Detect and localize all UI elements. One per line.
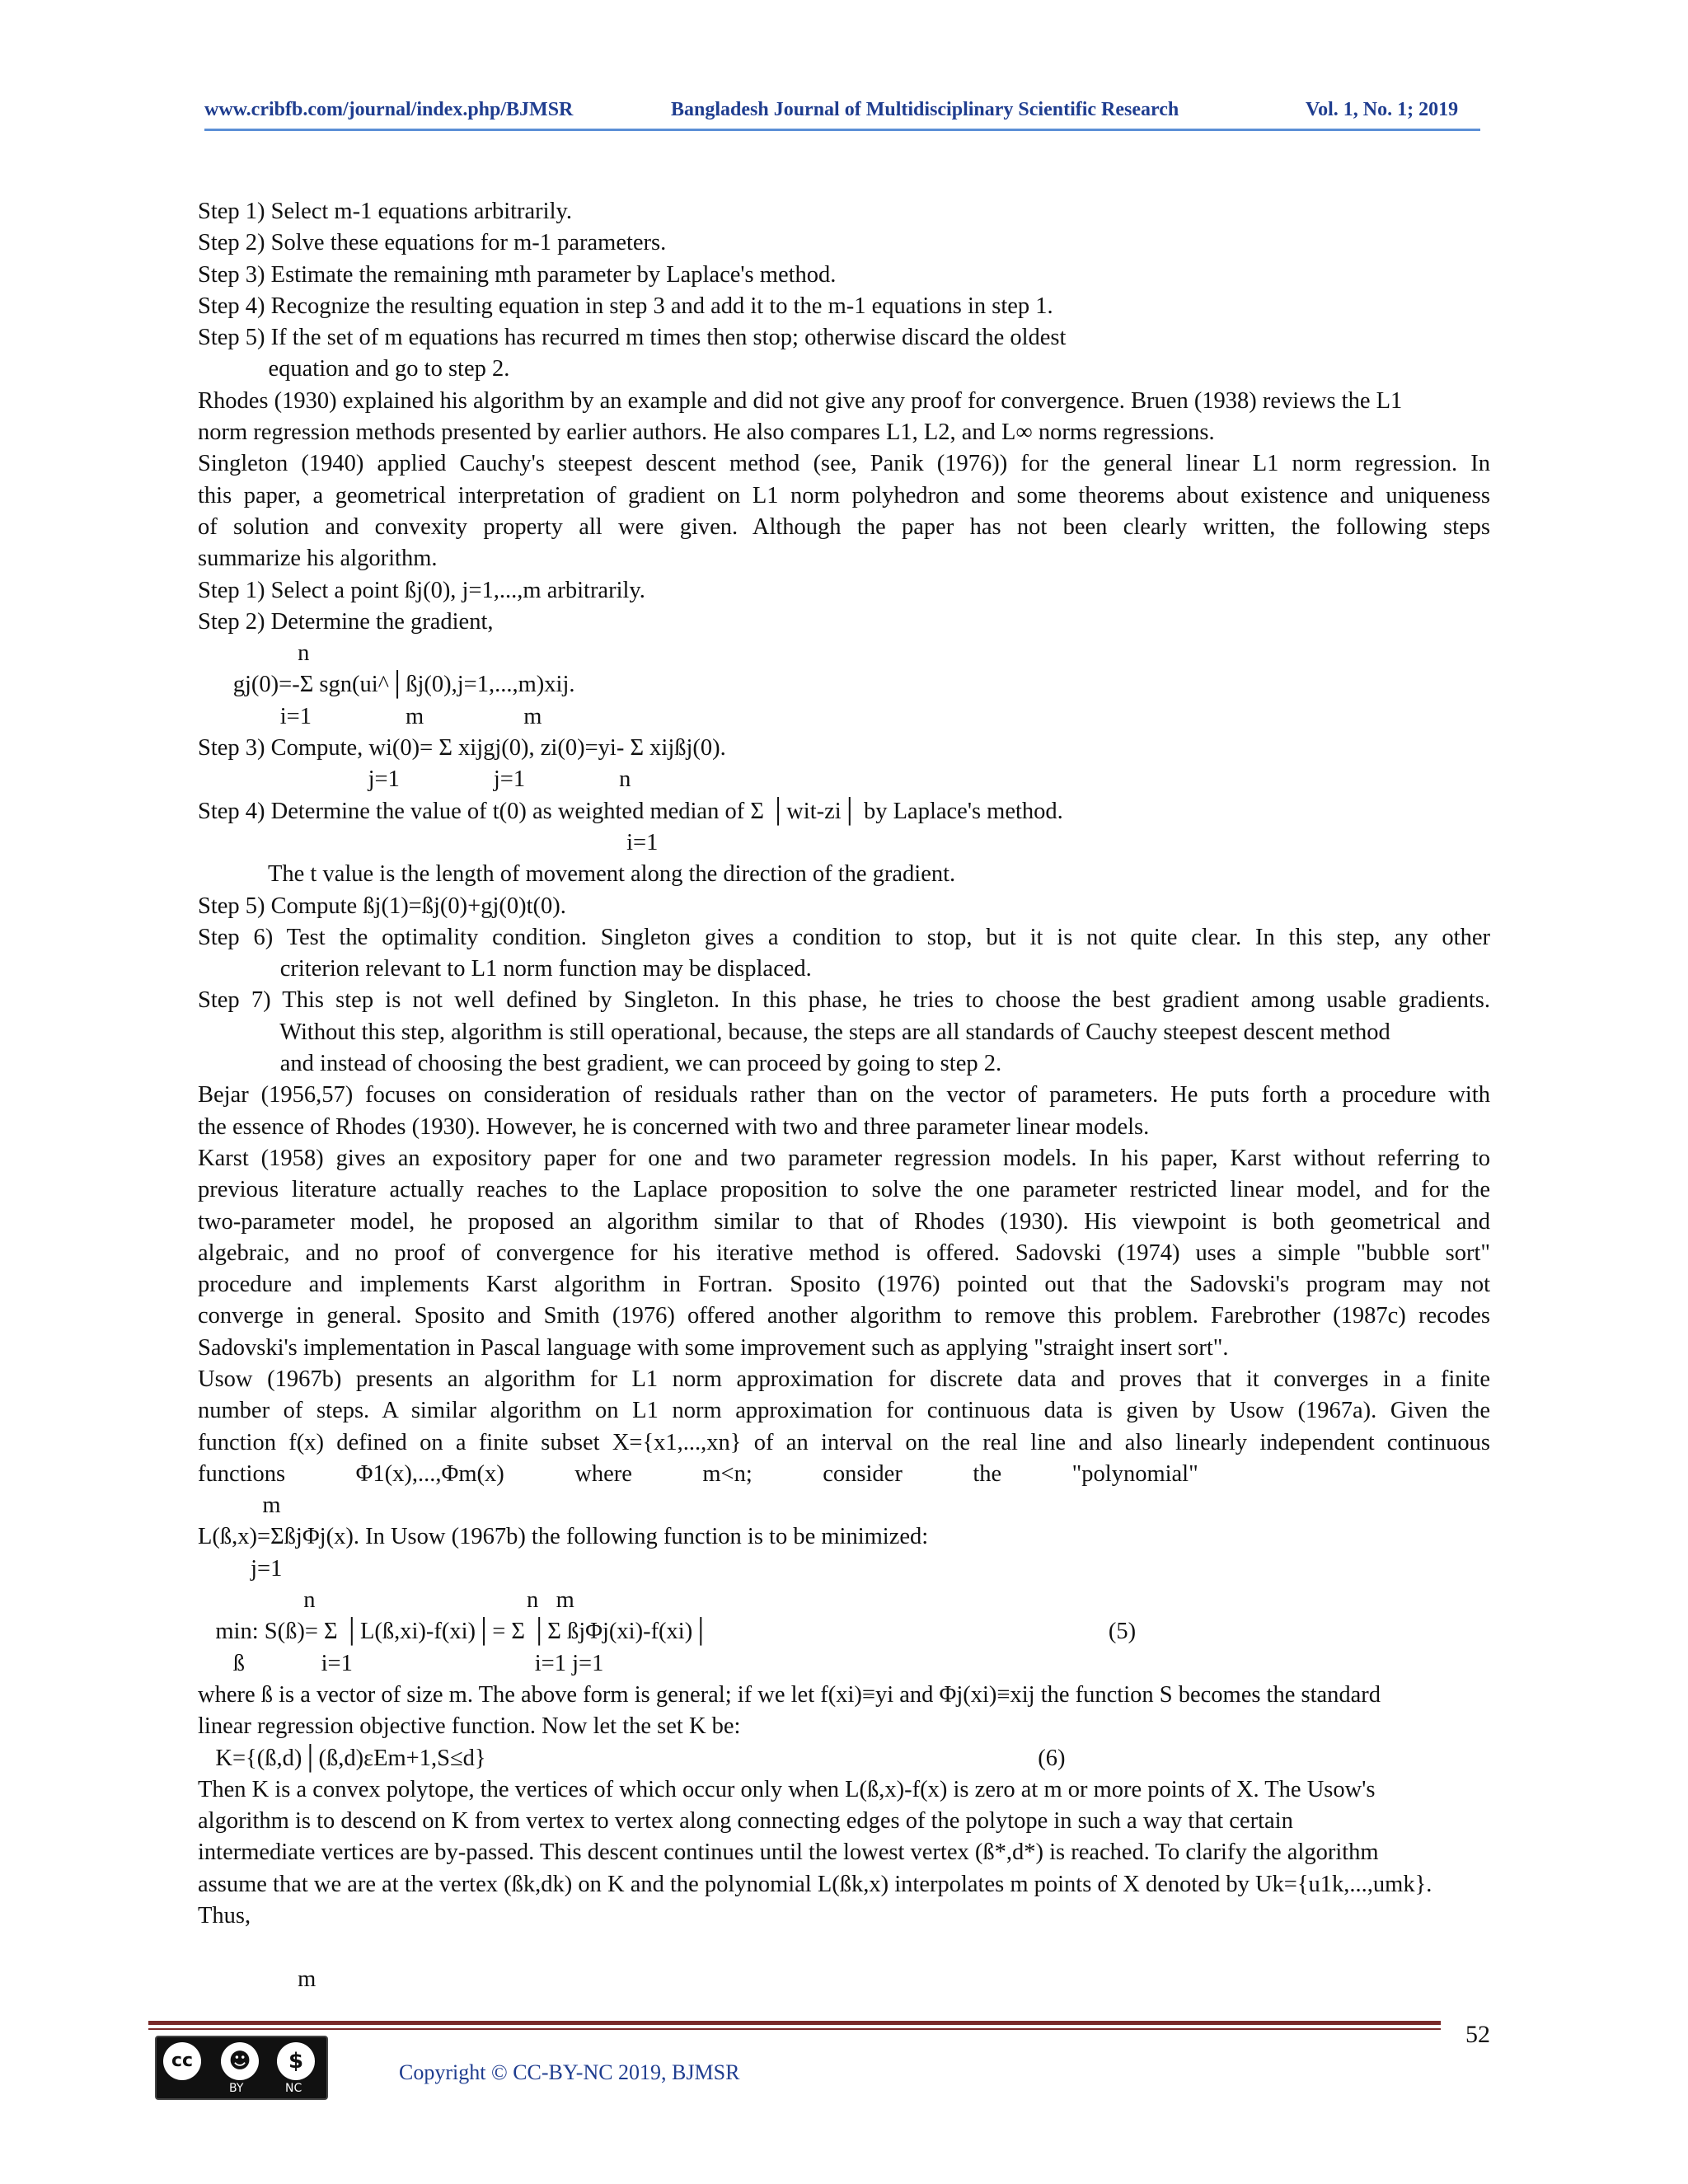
footer-rule	[148, 2021, 1441, 2025]
text-line: n	[198, 640, 310, 667]
text-line: Rhodes (1930) explained his algorithm by an example and did not give any proof for convergence. Bruen (1938) reviews the L1	[198, 387, 1403, 414]
text-line: m	[198, 1493, 281, 1519]
text-line: The t value is the length of movement along the direction of the gradient.	[198, 861, 956, 888]
header-journal: Bangladesh Journal of Multidisciplinary Scientific Research	[671, 99, 1179, 120]
text-line: K={(ß,d)│(ß,d)εEm+1,S≤d} (6)	[198, 1745, 1066, 1771]
text-line: equation and go to step 2.	[198, 356, 510, 382]
text-line: Step 7) This step is not well defined by Singleton. In this phase, he tries to choose the best gradient among usable gradients.	[198, 987, 1490, 1014]
text-line: where ß is a vector of size m. The above form is general; if we let f(xi)≡yi and Φj(xi)≡xij the function S becomes the standard	[198, 1681, 1381, 1708]
text-line: algorithm is to descend on K from vertex to vertex along connecting edges of the polytope in such a way that certain	[198, 1808, 1293, 1835]
text-line: Sadovski's implementation in Pascal language with some improvement such as applying "straight insert sort".	[198, 1334, 1229, 1361]
text-line: intermediate vertices are by-passed. This descent continues until the lowest vertex (ß*,d*) is reached. To clarify the algorithm	[198, 1840, 1379, 1866]
by-label: BY	[229, 2082, 244, 2095]
cc-by-nc-license-badge[interactable]	[155, 2036, 328, 2100]
text-line: Step 1) Select a point ßj(0), j=1,...,m arbitrarily.	[198, 577, 645, 603]
nc-label: NC	[285, 2082, 302, 2095]
text-line: Thus,	[198, 1903, 251, 1929]
text-line: i=1 m m	[198, 703, 542, 729]
text-line: this paper, a geometrical interpretation of gradient on L1 norm polyhedron and some theorems about existence and uniqueness	[198, 482, 1490, 509]
text-line: converge in general. Sposito and Smith (1976) offered another algorithm to remove this problem. Farebrother (1987c) recodes	[198, 1303, 1490, 1329]
text-line: m	[198, 1966, 316, 1992]
text-line: Step 6) Test the optimality condition. Singleton gives a condition to stop, but it is not quite clear. In this step, any other	[198, 924, 1490, 950]
text-line: Step 2) Solve these equations for m-1 parameters.	[198, 230, 667, 256]
text-line: functions Φ1(x),...,Φm(x) where m<n; consider the "polynomial"	[198, 1460, 1198, 1487]
text-line: norm regression methods presented by earlier authors. He also compares L1, L2, and L∞ norms regressions.	[198, 419, 1215, 446]
attribution-person-icon: ☻	[221, 2042, 259, 2080]
running-header	[204, 96, 1484, 129]
text-line: Step 4) Recognize the resulting equation in step 3 and add it to the m-1 equations in step 1.	[198, 293, 1053, 319]
text-line: gj(0)=-Σ sgn(ui^│ßj(0),j=1,...,m)xij.	[198, 672, 575, 698]
text-line: Usow (1967b) presents an algorithm for L1 norm approximation for discrete data and proves that it converges in a finite	[198, 1366, 1490, 1392]
text-line: Without this step, algorithm is still operational, because, the steps are all standards of Cauchy steepest descent method	[198, 1019, 1390, 1045]
text-line: number of steps. A similar algorithm on L1 norm approximation for continuous data is given by Usow (1967a). Given the	[198, 1398, 1490, 1424]
text-line: Karst (1958) gives an expository paper for one and two parameter regression models. In his paper, Karst without referring to	[198, 1145, 1490, 1171]
footer-rule-thin	[148, 2028, 1441, 2030]
text-line: min: S(ß)= Σ │L(ß,xi)-f(xi)│= Σ │Σ ßjΦj(xi)-f(xi)│ (5)	[198, 1619, 1137, 1645]
text-line: n n m	[198, 1587, 574, 1614]
text-line: two-parameter model, he proposed an algorithm similar to that of Rhodes (1930). His viewpoint is both geometrical and	[198, 1208, 1490, 1235]
text-line: Singleton (1940) applied Cauchy's steepest descent method (see, Panik (1976)) for the general linear L1 norm regression. In	[198, 451, 1490, 477]
text-line: and instead of choosing the best gradient, we can proceed by going to step 2.	[198, 1051, 1002, 1077]
text-line: algebraic, and no proof of convergence for his iterative method is offered. Sadovski (1974) uses a simple "bubble sort"	[198, 1240, 1490, 1266]
header-url[interactable]: www.cribfb.com/journal/index.php/BJMSR	[204, 99, 574, 120]
text-line: ß i=1 i=1 j=1	[198, 1650, 604, 1676]
text-line: Step 3) Estimate the remaining mth parameter by Laplace's method.	[198, 261, 837, 288]
text-line: Step 3) Compute, wi(0)= Σ xijgj(0), zi(0)=yi- Σ xijßj(0).	[198, 735, 726, 762]
header-rule	[204, 129, 1480, 131]
text-line: summarize his algorithm.	[198, 546, 438, 572]
text-line: i=1	[198, 829, 659, 855]
header-volume: Vol. 1, No. 1; 2019	[1306, 99, 1459, 120]
text-line: assume that we are at the vertex (ßk,dk) on K and the polynomial L(ßk,x) interpolates m points of X denoted by Uk={u1k,...,umk}.	[198, 1871, 1432, 1897]
text-line	[198, 1932, 1490, 1963]
text-line: Bejar (1956,57) focuses on consideration of residuals rather than on the vector of parameters. He puts forth a procedure with	[198, 1082, 1490, 1108]
text-line: Then K is a convex polytope, the vertices of which occur only when L(ß,x)-f(x) is zero at m or more points of X. The Usow's	[198, 1776, 1376, 1802]
copyright-notice: Copyright © CC-BY-NC 2019, BJMSR	[399, 2060, 740, 2084]
text-line: Step 5) Compute ßj(1)=ßj(0)+gj(0)t(0).	[198, 893, 566, 919]
text-line: Step 4) Determine the value of t(0) as weighted median of Σ │wit-zi│ by Laplace's method.	[198, 798, 1063, 824]
noncommercial-dollar-icon: $	[277, 2042, 315, 2080]
text-line: Step 1) Select m-1 equations arbitrarily.	[198, 199, 573, 224]
text-line: procedure and implements Karst algorithm in Fortran. Sposito (1976) pointed out that the Sadovski's program may not	[198, 1272, 1490, 1298]
article-body	[198, 196, 1490, 1995]
page-number: 52	[1465, 2021, 1490, 2048]
text-line: of solution and convexity property all were given. Although the paper has not been clearly written, the following steps	[198, 513, 1490, 540]
text-line: j=1 j=1 n	[198, 766, 631, 793]
text-line: Step 5) If the set of m equations has recurred m times then stop; otherwise discard the oldest	[198, 325, 1067, 351]
text-line: L(ß,x)=ΣßjΦj(x). In Usow (1967b) the following function is to be minimized:	[198, 1524, 929, 1550]
text-line: criterion relevant to L1 norm function may be displaced.	[198, 956, 812, 982]
cc-icon: cc	[163, 2042, 201, 2080]
text-line: j=1	[198, 1555, 283, 1582]
text-line: function f(x) defined on a finite subset X={x1,...,xn} of an interval on the real line and also linearly independent continuous	[198, 1429, 1490, 1455]
text-line: the essence of Rhodes (1930). However, he is concerned with two and three parameter linear models.	[198, 1113, 1150, 1140]
text-line: linear regression objective function. Now let the set K be:	[198, 1713, 741, 1740]
text-line: previous literature actually reaches to the Laplace proposition to solve the one parameter restricted linear model, and for the	[198, 1177, 1490, 1203]
text-line: Step 2) Determine the gradient,	[198, 608, 494, 635]
